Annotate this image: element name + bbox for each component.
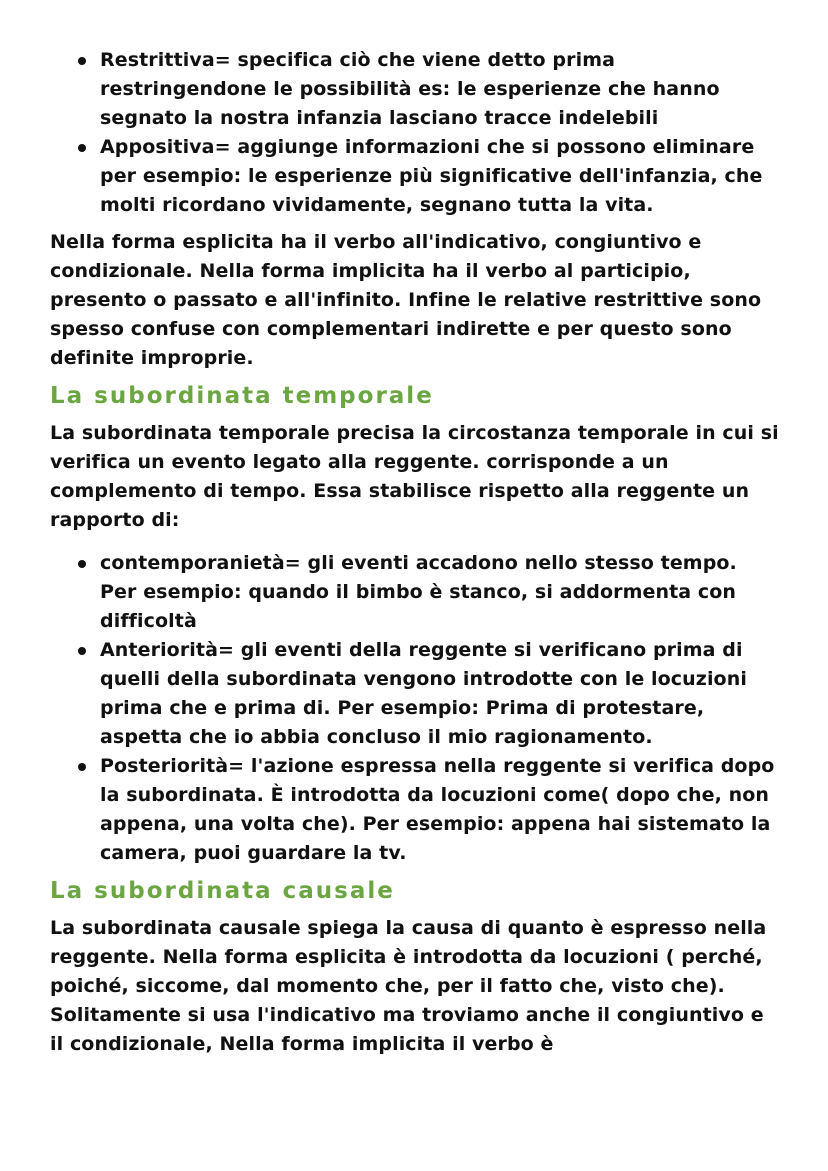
temporale-paragraph: La subordinata temporale precisa la circostanza temporale in cui si verifica un evento legato alla reggente. corrisponde a un complemento di tempo. Essa stabilisce rispetto alla reggente un rapporto di: [50, 422, 779, 531]
section-heading-temporale: La subordinata temporale [50, 383, 434, 409]
list-item: Appositiva= aggiunge informazioni che si possono eliminare per esempio: le esperienze più significative dell'infanzia, che molti ricordano vividamente, segnano tutta la vita. [50, 133, 780, 220]
relative-types-list [50, 46, 780, 220]
list-item: Posteriorità= l'azione espressa nella reggente si verifica dopo la subordinata. È introdotta da locuzioni come( dopo che, non appena, una volta che). Per esempio: appena hai sistemato la camera, puoi guardare la tv. [50, 752, 780, 868]
list-item: Restrittiva= specifica ciò che viene detto prima restringendone le possibilità es: le esperienze che hanno segnato la nostra infanzia lasciano tracce indelebili [50, 46, 780, 133]
temporale-list [50, 549, 780, 868]
list-item: Anteriorità= gli eventi della reggente si verificano prima di quelli della subordinata vengono introdotte con le locuzioni prima che e prima di. Per esempio: Prima di protestare, aspetta che io abbia concluso il mio ragionamento. [50, 636, 780, 752]
list-item: contemporanietà= gli eventi accadono nello stesso tempo. Per esempio: quando il bimbo è stanco, si addormenta con difficoltà [50, 549, 780, 636]
document-content [50, 46, 780, 1059]
causale-paragraph: La subordinata causale spiega la causa di quanto è espresso nella reggente. Nella forma esplicita è introdotta da locuzioni ( perché, poiché, siccome, dal momento che, per il fatto che, visto che). Solitamente si usa l'indicativo ma troviamo anche il congiuntivo e il condizionale, Nella forma implicita il verbo è [50, 917, 767, 1055]
intro-paragraph: Nella forma esplicita ha il verbo all'indicativo, congiuntivo e condizionale. Nella forma implicita ha il verbo al participio, presento o passato e all'infinito. Infine le relative restrittive sono spesso confuse con complementari indirette e per questo sono definite improprie. [50, 231, 762, 369]
section-heading-causale: La subordinata causale [50, 878, 395, 904]
